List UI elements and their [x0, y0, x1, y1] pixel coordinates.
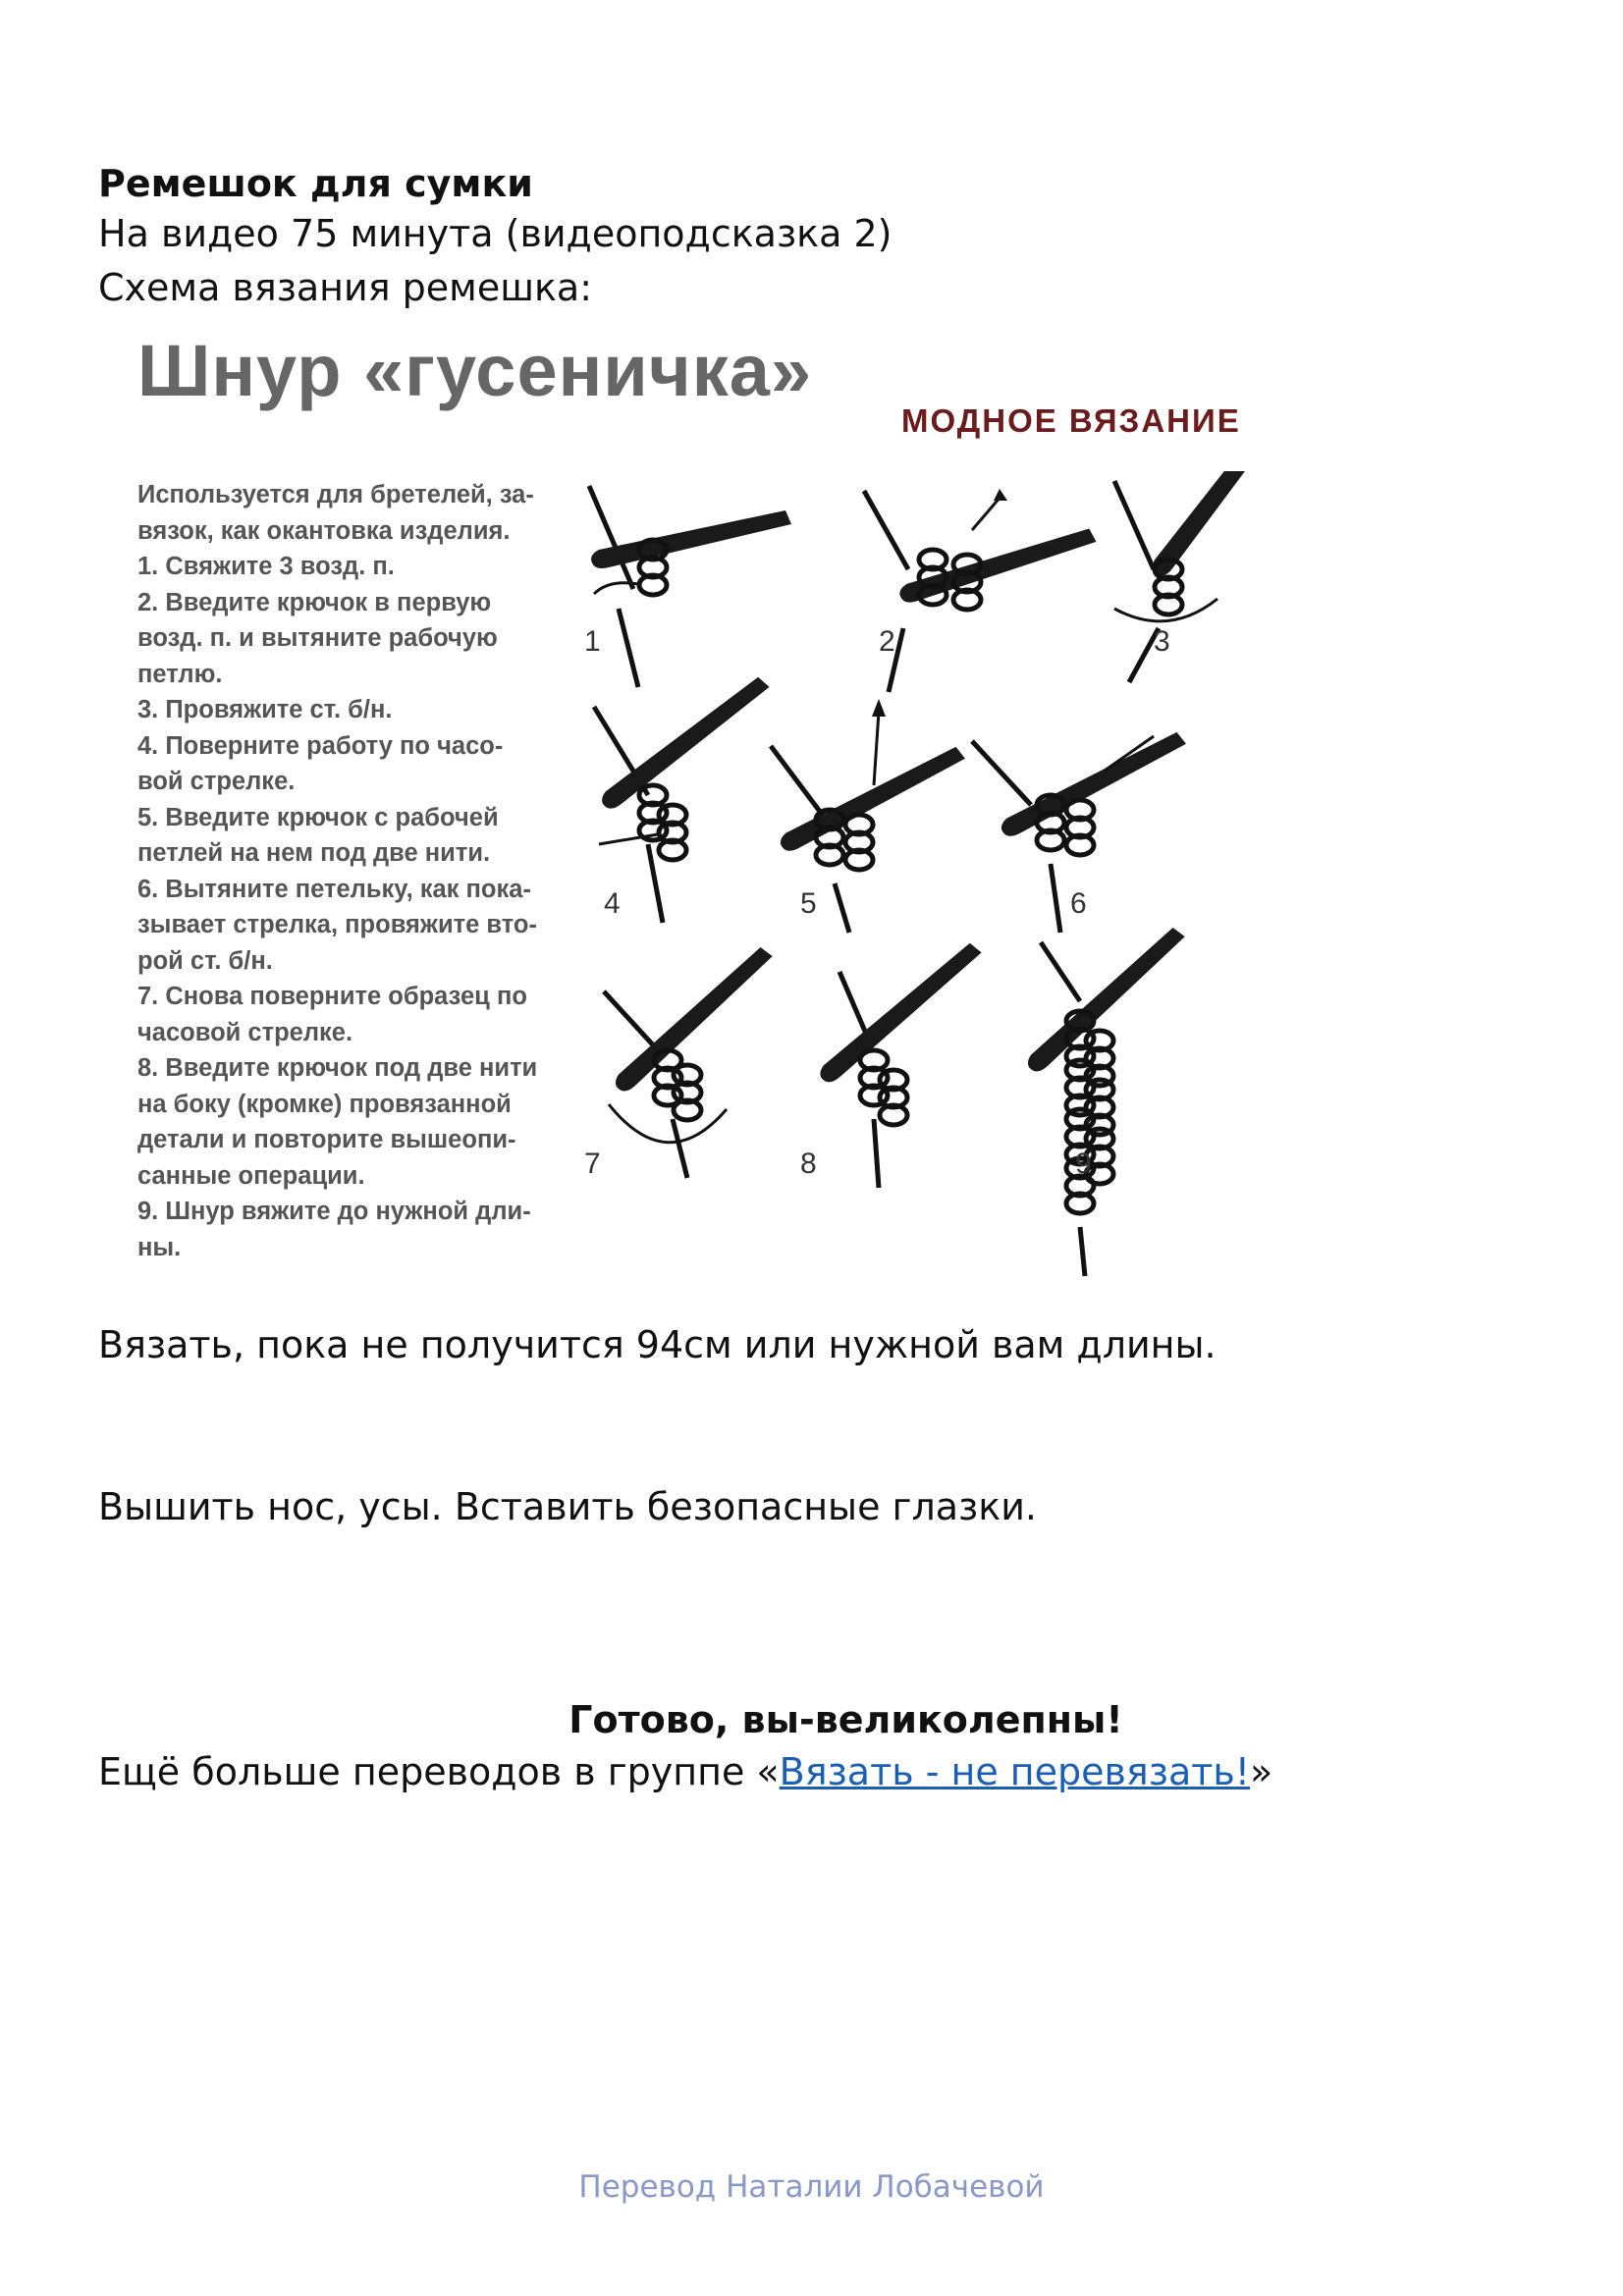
step-7-drawing: [592, 944, 794, 1178]
document-heading: Ремешок для сумки: [98, 162, 533, 205]
crochet-diagram-figure: [128, 324, 1414, 1286]
step-row3-numbers: [584, 1148, 1092, 1180]
instruction-line: рой ст. б/н.: [137, 946, 273, 975]
embroider-instruction: Вышить нос, усы. Вставить безопасные глазки.: [98, 1485, 1037, 1528]
crochet-steps-illustration: [579, 471, 1414, 1286]
done-message: Готово, вы-великолепны!: [568, 1698, 1123, 1741]
instruction-line: 8. Введите крючок под две нити: [137, 1054, 538, 1082]
step-row1-numbers: [584, 625, 1170, 658]
instruction-line: 1. Свяжите 3 возд. п.: [137, 553, 395, 580]
step-number: 8: [800, 1148, 817, 1180]
figure-brand: МОДНОЕ ВЯЗАНИЕ: [901, 402, 1241, 439]
instruction-line: санные операции.: [137, 1161, 365, 1190]
instruction-line: Используется для бретелей, за-: [137, 481, 534, 508]
instruction-line: на боку (кромке) провязанной: [137, 1090, 512, 1118]
step-number: 5: [800, 887, 817, 920]
instruction-line: часовой стрелке.: [137, 1018, 353, 1046]
instruction-line: вой стрелке.: [137, 768, 296, 795]
instruction-line: зывает стрелка, провяжите вто-: [137, 911, 537, 938]
instruction-line: 3. Провяжите ст. б/н.: [137, 696, 393, 723]
figure-title: Шнур «гусеничка»: [137, 330, 813, 411]
step-8-drawing: [798, 940, 1002, 1188]
step-number: 4: [604, 887, 621, 920]
step-2-drawing: [864, 489, 1100, 692]
group-link[interactable]: Вязать - не перевязать!: [779, 1750, 1251, 1793]
result-instruction: Вязать, пока не получится 94см или нужной вам длины.: [98, 1323, 1217, 1366]
step-4-drawing: [582, 674, 788, 923]
scheme-label: Схема вязания ремешка:: [98, 266, 593, 309]
instruction-line: 6. Вытяните петельку, как пока-: [137, 875, 531, 903]
instruction-line: 4. Поверните работу по часо-: [137, 731, 504, 760]
instruction-line: петлю.: [137, 660, 223, 688]
instruction-line: ны.: [137, 1233, 182, 1261]
instruction-line: 2. Введите крючок в первую: [137, 588, 492, 616]
step-9-drawing: [1004, 925, 1207, 1276]
group-promo-prefix: Ещё больше переводов в группе «: [98, 1750, 780, 1793]
step-number: 3: [1154, 625, 1170, 658]
step-1-drawing: [589, 486, 791, 687]
step-number: 2: [879, 625, 895, 658]
figure-instructions: [137, 477, 589, 1265]
step-number: 1: [584, 625, 601, 658]
instruction-line: 5. Введите крючок с рабочей: [137, 803, 499, 831]
step-number: 9: [1075, 1148, 1092, 1180]
translator-footer: Перевод Наталии Лобачевой: [578, 2169, 1045, 2205]
step-number: 6: [1070, 887, 1087, 920]
step-3-drawing: [1114, 471, 1314, 682]
instruction-line: 9. Шнур вяжите до нужной дли-: [137, 1198, 531, 1225]
instruction-line: вязок, как окантовка изделия.: [137, 516, 511, 545]
instruction-line: возд. п. и вытяните рабочую: [137, 624, 498, 652]
video-note: На видео 75 минута (видеоподсказка 2): [98, 212, 893, 255]
group-promo: [98, 1747, 1272, 1796]
instruction-line: детали и повторите вышеопи-: [137, 1126, 516, 1153]
group-promo-suffix: »: [1250, 1750, 1273, 1793]
instruction-line: петлей на нем под две нити.: [137, 839, 491, 867]
instruction-line: 7. Снова поверните образец по: [137, 983, 527, 1010]
step-number: 7: [584, 1148, 601, 1180]
